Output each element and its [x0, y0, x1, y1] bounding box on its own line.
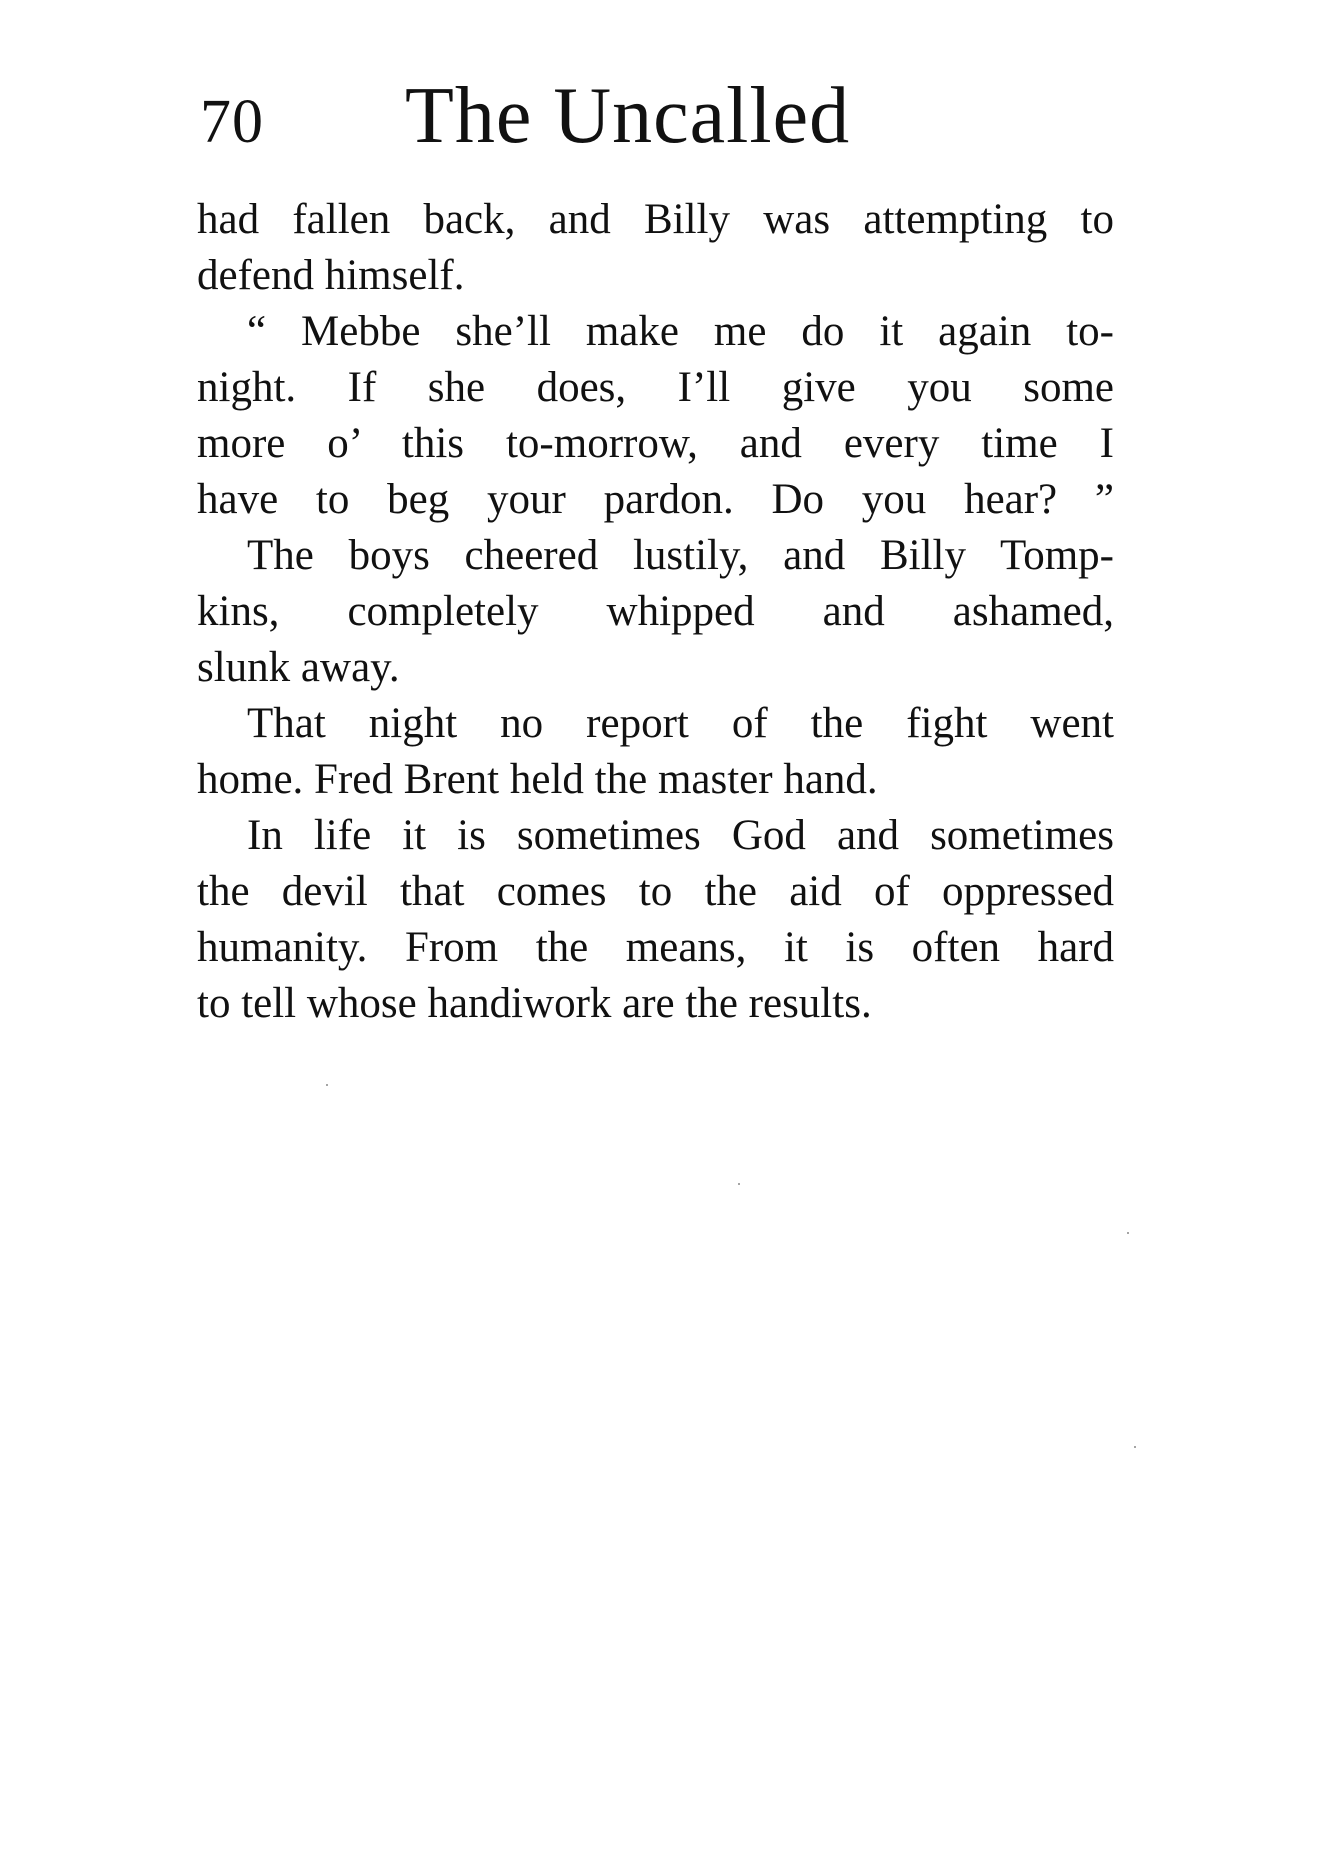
scan-speck [1134, 1446, 1136, 1448]
text-line: have to beg your pardon. Do you hear? ” [197, 476, 1114, 523]
text-line: That night no report of the fight went [247, 700, 1114, 747]
text-line: had fallen back, and Billy was attempting to [197, 196, 1114, 243]
text-line: more o’ this to-morrow, and every time I [197, 420, 1114, 467]
text-line: slunk away. [197, 644, 400, 691]
page-number: 70 [200, 88, 264, 156]
text-line: “ Mebbe she’ll make me do it again to- [247, 308, 1114, 355]
body-text [197, 192, 1114, 1032]
scan-speck [326, 1084, 328, 1086]
running-title: The Uncalled [405, 72, 851, 160]
running-head [200, 72, 1120, 166]
text-line: the devil that comes to the aid of oppressed [197, 868, 1114, 915]
text-line: home. Fred Brent held the master hand. [197, 756, 878, 803]
text-line: humanity. From the means, it is often hard [197, 924, 1114, 971]
text-line: to tell whose handiwork are the results. [197, 980, 872, 1027]
text-line: kins, completely whipped and ashamed, [197, 588, 1114, 635]
scan-speck [1127, 1232, 1129, 1234]
text-line: defend himself. [197, 252, 465, 299]
text-line: The boys cheered lustily, and Billy Tomp- [247, 532, 1114, 579]
text-line: night. If she does, I’ll give you some [197, 364, 1114, 411]
scan-speck [738, 1183, 740, 1185]
text-line: In life it is sometimes God and sometimes [247, 812, 1114, 859]
